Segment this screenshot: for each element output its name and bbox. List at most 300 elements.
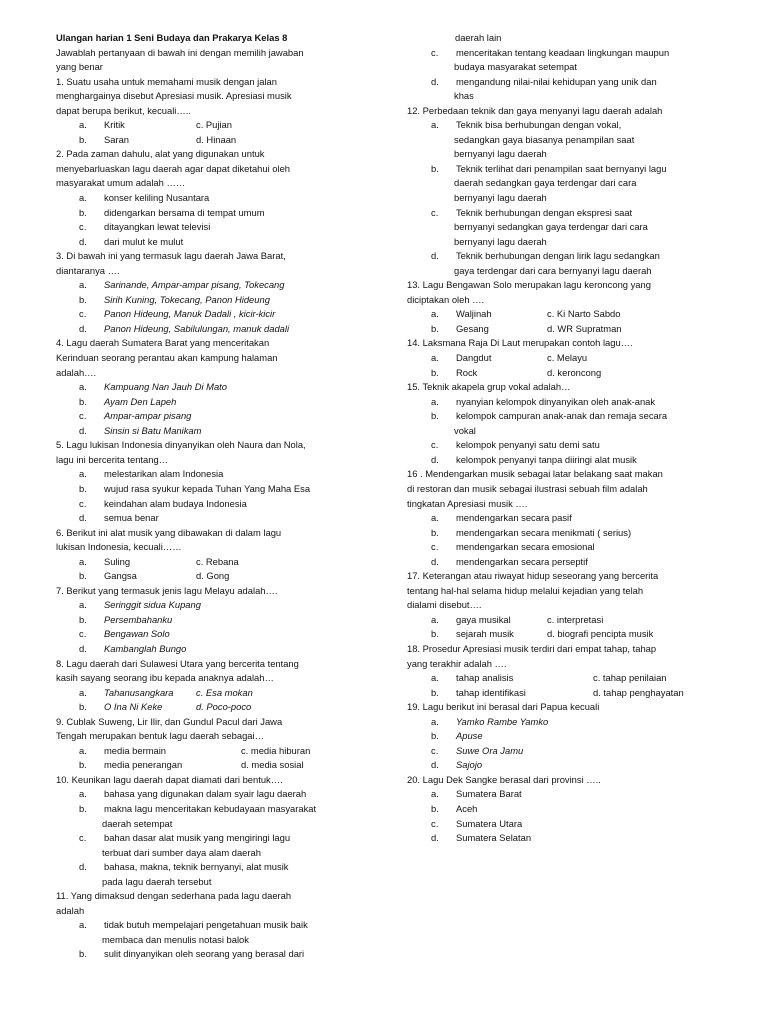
option-text: Sinsin si Batu Manikam (104, 424, 202, 436)
question-line: 4. Lagu daerah Sumatera Barat yang menceritakan (56, 337, 270, 349)
option-label: c. (79, 628, 87, 640)
question-text (56, 715, 356, 730)
option-text: Suwe Ora Jamu (456, 744, 524, 756)
option-text: melestarikan alam Indonesia (104, 468, 224, 480)
option-text: Sumatera Selatan (456, 832, 532, 844)
question-line: 13. Lagu Bengawan Solo merupakan lagu keroncong yang (407, 279, 651, 291)
option-text: Sumatera Utara (456, 817, 523, 829)
question-line: Kerinduan seorang perantau akan kampung halaman (56, 352, 278, 364)
answer-option (407, 162, 707, 177)
option-label: b. (431, 366, 439, 378)
question-line: Tengah merupakan bentuk lagu daerah sebagai… (56, 730, 264, 742)
answer-option (56, 278, 356, 293)
answer-option-pair (407, 613, 707, 628)
question-text (407, 336, 707, 351)
answer-option-pair (56, 744, 356, 759)
option-text: bernyanyi lagu daerah (454, 235, 547, 247)
right-column (407, 31, 707, 846)
option-text: khas (454, 90, 474, 102)
question-text (56, 249, 356, 264)
option-text: mendengarkan secara pasif (456, 512, 572, 524)
question-line: 11. Yang dimaksud dengan sederhana pada lagu daerah (56, 890, 292, 902)
answer-option (56, 918, 356, 933)
option-text: ditayangkan lewat televisi (104, 221, 211, 233)
answer-option-continuation (56, 875, 356, 890)
option-label: a. (79, 381, 87, 393)
question-line: di restoran dan musik sebagai ilustrasi sebuah film adalah (407, 482, 648, 494)
option-text: Rock (456, 366, 478, 378)
option-text: c. media hiburan (241, 744, 311, 756)
answer-option-pair (56, 555, 356, 570)
question-text (407, 278, 707, 293)
question-text (56, 162, 356, 177)
option-text: O Ina Ni Keke (104, 701, 163, 713)
option-text: Waljinah (456, 308, 492, 320)
option-text: Persembahanku (104, 613, 173, 625)
option-label: b. (79, 482, 87, 494)
option-label: c. (431, 541, 439, 553)
question-line: 3. Di bawah ini yang termasuk lagu daerah Jawa Barat, (56, 250, 286, 262)
answer-option (56, 424, 356, 439)
option-text: Aceh (456, 802, 478, 814)
answer-option (407, 817, 707, 832)
question-text (56, 540, 356, 555)
answer-option-pair (407, 686, 707, 701)
option-text: c. tahap penilaian (593, 672, 667, 684)
question-line: 19. Lagu berikut ini berasal dari Papua kecuali (407, 701, 600, 713)
option-text: Seringgit sidua Kupang (104, 599, 201, 611)
question-text (56, 351, 356, 366)
instruction-line: Jawablah pertanyaan di bawah ini dengan memilih jawaban (56, 46, 304, 58)
option-text: d. WR Supratman (547, 322, 622, 334)
question-line: 8. Lagu daerah dari Sulawesi Utara yang bercerita tentang (56, 657, 299, 669)
answer-option-pair (56, 686, 356, 701)
option-label: a. (79, 744, 87, 756)
option-text: gaya terdengar dari cara bernyanyi lagu daerah (454, 264, 652, 276)
option-text: c. interpretasi (547, 613, 604, 625)
answer-option-continuation (56, 846, 356, 861)
question-text (56, 889, 356, 904)
option-label: a. (431, 715, 439, 727)
answer-option (56, 380, 356, 395)
answer-option (56, 613, 356, 628)
answer-option (407, 249, 707, 264)
option-label: a. (431, 613, 439, 625)
option-label: a. (431, 512, 439, 524)
answer-option-pair (407, 627, 707, 642)
question-line: 15. Teknik akapela grup vokal adalah… (407, 381, 571, 393)
answer-option-continuation (407, 424, 707, 439)
answer-option (56, 307, 356, 322)
answer-option (56, 322, 356, 337)
option-text: Panon Hideung, Manuk Dadali , kicir-kicir (104, 308, 276, 320)
question-text (56, 147, 356, 162)
option-text: c. Ki Narto Sabdo (547, 308, 621, 320)
option-label: a. (79, 279, 87, 291)
question-text (407, 700, 707, 715)
answer-option (56, 511, 356, 526)
answer-option (56, 598, 356, 613)
option-label: a. (79, 788, 87, 800)
option-text: dari mulut ke mulut (104, 235, 184, 247)
option-text: d. keroncong (547, 366, 602, 378)
answer-option-pair (56, 118, 356, 133)
answer-option (56, 235, 356, 250)
question-text (407, 642, 707, 657)
question-line: 16 . Mendengarkan musik sebagai latar belakang saat makan (407, 468, 663, 480)
option-text: Bengawan Solo (104, 628, 170, 640)
option-label: a. (431, 788, 439, 800)
answer-option (407, 802, 707, 817)
question-line: 18. Prosedur Apresiasi musik terdiri dari empat tahap, tahap (407, 642, 657, 654)
option-label: b. (431, 628, 439, 640)
question-line: masyarakat umum adalah …… (56, 177, 186, 189)
question-line: diantaranya …. (56, 264, 120, 276)
answer-option (407, 787, 707, 802)
option-text: media bermain (104, 744, 167, 756)
option-label: a. (431, 308, 439, 320)
question-text (56, 89, 356, 104)
answer-option (56, 831, 356, 846)
question-text (407, 657, 707, 672)
option-text: d. Hinaan (196, 133, 237, 145)
option-text: mendengarkan secara menikmati ( serius) (456, 526, 632, 538)
answer-option-continuation (407, 235, 707, 250)
option-text: tahap analisis (456, 672, 514, 684)
answer-option (56, 482, 356, 497)
question-line: 2. Pada zaman dahulu, alat yang digunakan untuk (56, 148, 265, 160)
option-text: Tahanusangkara (104, 686, 174, 698)
option-text: nyanyian kelompok dinyanyikan oleh anak-anak (456, 395, 656, 407)
answer-option-pair (407, 307, 707, 322)
option-text: d. biografi pencipta musik (547, 628, 654, 640)
answer-option-continuation (407, 147, 707, 162)
option-text: pada lagu daerah tersebut (102, 875, 212, 887)
answer-option-continuation (407, 133, 707, 148)
option-text: d. Gong (196, 570, 230, 582)
answer-option (56, 497, 356, 512)
answer-option (56, 467, 356, 482)
option-label: d. (79, 512, 87, 524)
question-line: menyebarluaskan lagu daerah agar dapat diketahui oleh (56, 162, 291, 174)
question-line: diciptakan oleh …. (407, 293, 485, 305)
answer-option-continuation (56, 817, 356, 832)
option-text: budaya masyarakat setempat (454, 61, 577, 73)
answer-option (407, 75, 707, 90)
question-text (56, 671, 356, 686)
option-label: a. (79, 468, 87, 480)
option-label: b. (431, 526, 439, 538)
question-text (56, 366, 356, 381)
answer-option-continuation (407, 89, 707, 104)
question-line: tingkatan Apresiasi musik …. (407, 497, 528, 509)
question-line: 9. Cublak Suweng, Lir Ilir, dan Gundul Pacul dari Jawa (56, 715, 283, 727)
answer-option (407, 744, 707, 759)
option-text: Teknik terlihat dari penampilan saat bernyanyi lagu (456, 162, 667, 174)
answer-option (56, 293, 356, 308)
option-text: bahasa yang digunakan dalam syair lagu daerah (104, 788, 307, 800)
option-label: b. (79, 395, 87, 407)
answer-option-pair (56, 569, 356, 584)
question-text (56, 657, 356, 672)
question-text (407, 482, 707, 497)
option-label: b. (79, 759, 87, 771)
answer-option (56, 206, 356, 221)
option-label: c. (79, 308, 87, 320)
option-text: Teknik berhubungan dengan lirik lagu sedangkan (456, 250, 660, 262)
option-text: Gesang (456, 322, 489, 334)
question-text (56, 526, 356, 541)
option-label: d. (79, 424, 87, 436)
option-text: Saran (104, 133, 130, 145)
answer-option-pair (407, 671, 707, 686)
option-text: tidak butuh mempelajari pengetahuan musik baik (104, 919, 308, 931)
answer-option (56, 802, 356, 817)
option-text: daerah setempat (102, 817, 173, 829)
option-label: d. (79, 322, 87, 334)
question-line: dialami disebut…. (407, 599, 482, 611)
option-text: d. Poco-poco (196, 701, 252, 713)
option-label: a. (431, 352, 439, 364)
answer-option (407, 118, 707, 133)
option-text: sejarah musik (456, 628, 514, 640)
question-text (56, 104, 356, 119)
option-label: a. (79, 686, 87, 698)
option-text: semua benar (104, 512, 159, 524)
question-text (56, 336, 356, 351)
option-label: c. (79, 832, 87, 844)
answer-option (56, 947, 356, 962)
question-line: 17. Keterangan atau riwayat hidup seseorang yang bercerita (407, 570, 659, 582)
answer-option (407, 831, 707, 846)
option-label: a. (431, 395, 439, 407)
answer-option (56, 191, 356, 206)
question-line: 14. Laksmana Raja Di Laut merupakan contoh lagu…. (407, 337, 633, 349)
answer-option-pair (407, 351, 707, 366)
option-text: menceritakan tentang keadaan lingkungan maupun (456, 46, 670, 58)
option-text: sulit dinyanyikan oleh seorang yang berasal dari (104, 948, 305, 960)
option-label: b. (431, 686, 439, 698)
option-label: c. (431, 439, 439, 451)
page-title: Ulangan harian 1 Seni Budaya dan Prakarya Kelas 8 (56, 32, 288, 43)
option-text: Teknik berhubungan dengan ekspresi saat (456, 206, 633, 218)
option-label: b. (431, 730, 439, 742)
question-text (407, 584, 707, 599)
option-text: c. Rebana (196, 555, 239, 567)
question-line: 5. Lagu lukisan Indonesia dinyanyikan oleh Naura dan Nola, (56, 439, 306, 451)
answer-option (407, 206, 707, 221)
answer-option-continuation (407, 60, 707, 75)
answer-option (56, 860, 356, 875)
option-text: bernyanyi lagu daerah (454, 192, 547, 204)
question-line: 20. Lagu Dek Sangke berasal dari provinsi ….. (407, 773, 601, 785)
option-text: tahap identifikasi (456, 686, 526, 698)
option-text: c. Pujian (196, 119, 232, 131)
option-text: Apuse (456, 730, 483, 742)
option-label: a. (79, 192, 87, 204)
option-label: c. (431, 206, 439, 218)
answer-option-continuation (407, 191, 707, 206)
option-label: b. (79, 802, 87, 814)
question-text (56, 773, 356, 788)
option-label: a. (79, 555, 87, 567)
question-line: lukisan Indonesia, kecuali…… (56, 541, 182, 553)
question-text (407, 497, 707, 512)
option-text: bahan dasar alat musik yang mengiringi lagu (104, 832, 291, 844)
option-text: Kambanglah Bungo (104, 642, 187, 654)
answer-option-pair (56, 758, 356, 773)
option-text: d. media sosial (241, 759, 304, 771)
question-line: yang terakhir adalah …. (407, 657, 507, 669)
option-text: didengarkan bersama di tempat umum (104, 206, 265, 218)
option-text: mendengarkan secara perseptif (456, 555, 588, 567)
question-line: 6. Berikut ini alat musik yang dibawakan di dalam lagu (56, 526, 282, 538)
option-text: membaca dan menulis notasi balok (102, 933, 249, 945)
answer-option-continuation (407, 176, 707, 191)
question-line: adalah (56, 904, 85, 916)
option-text: kelompok penyanyi satu demi satu (456, 439, 600, 451)
option-label: b. (79, 133, 87, 145)
option-text: mendengarkan secara emosional (456, 541, 595, 553)
option-label: d. (431, 75, 439, 87)
answer-option (56, 787, 356, 802)
option-text: Ampar-ampar pisang (104, 410, 192, 422)
option-text: Sarinande, Ampar-ampar pisang, Tokecang (104, 279, 285, 291)
option-label: b. (79, 613, 87, 625)
option-text: Sirih Kuning, Tokecang, Panon Hideung (104, 293, 270, 305)
option-text: makna lagu menceritakan kebudayaan masyarakat (104, 802, 317, 814)
answer-option (407, 540, 707, 555)
option-text: Teknik bisa berhubungan dengan vokal, (456, 119, 622, 131)
answer-option (407, 715, 707, 730)
question-text (56, 438, 356, 453)
question-text (56, 176, 356, 191)
question-line: lagu ini bercerita tentang… (56, 453, 169, 465)
option-text: Sumatera Barat (456, 788, 522, 800)
answer-option (407, 395, 707, 410)
answer-option-continuation (56, 933, 356, 948)
question-line: kasih sayang seorang ibu kepada anaknya adalah… (56, 672, 274, 684)
option-label: d. (431, 832, 439, 844)
question-text (407, 598, 707, 613)
option-text: keindahan alam budaya Indonesia (104, 497, 247, 509)
question-text (56, 264, 356, 279)
option-label: c. (431, 817, 439, 829)
question-text (56, 75, 356, 90)
answer-option (407, 555, 707, 570)
option-text: Dangdut (456, 352, 492, 364)
answer-option (407, 526, 707, 541)
option-label: d. (431, 555, 439, 567)
option-label: b. (431, 162, 439, 174)
option-text: bahasa, makna, teknik bernyanyi, alat musik (104, 861, 289, 873)
option-text: Gangsa (104, 570, 137, 582)
option-label: b. (79, 293, 87, 305)
answer-option-pair (407, 366, 707, 381)
option-label: b. (431, 322, 439, 334)
answer-option (56, 642, 356, 657)
question-line: 10. Keunikan lagu daerah dapat diamati dari bentuk…. (56, 773, 283, 785)
question-text (56, 453, 356, 468)
option-label: a. (79, 599, 87, 611)
answer-option (407, 438, 707, 453)
option-text: kelompok campuran anak-anak dan remaja secara (456, 410, 668, 422)
option-text: kelompok penyanyi tanpa diiringi alat musik (456, 453, 637, 465)
answer-option (407, 46, 707, 61)
option-text: Panon Hideung, Sabilulungan, manuk dadali (104, 322, 290, 334)
option-label: a. (431, 119, 439, 131)
question-text (56, 729, 356, 744)
option-text: mengandung nilai-nilai kehidupan yang unik dan (456, 75, 657, 87)
option-label: c. (431, 46, 439, 58)
option-text: Ayam Den Lapeh (104, 395, 177, 407)
option-text: Sajojo (456, 759, 483, 771)
question-line: 12. Perbedaan teknik dan gaya menyanyi lagu daerah adalah (407, 104, 663, 116)
option-label: c. (79, 410, 87, 422)
option-label: a. (79, 119, 87, 131)
option-label: c. (79, 497, 87, 509)
option-label: d. (431, 759, 439, 771)
question-text (407, 467, 707, 482)
option-label: d. (79, 642, 87, 654)
answer-option (56, 395, 356, 410)
answer-option-pair (56, 700, 356, 715)
answer-option (407, 758, 707, 773)
answer-option-continuation (407, 31, 707, 46)
option-label: b. (431, 802, 439, 814)
option-text: gaya musikal (456, 613, 511, 625)
question-line: 7. Berikut yang termasuk jenis lagu Melayu adalah…. (56, 584, 278, 596)
answer-option (56, 220, 356, 235)
option-label: d. (431, 453, 439, 465)
question-line: 1. Suatu usaha untuk memahami musik dengan jalan (56, 75, 277, 87)
option-text: daerah lain (455, 32, 502, 43)
question-line: adalah…. (56, 366, 97, 378)
option-text: bernyanyi sedangkan gaya terdengar dari cara (454, 221, 648, 233)
option-label: d. (79, 861, 87, 873)
question-line: dapat berupa berikut, kecuali….. (56, 104, 191, 116)
answer-option (407, 511, 707, 526)
option-text: c. Esa mokan (196, 686, 253, 698)
question-text (407, 380, 707, 395)
question-text (407, 773, 707, 788)
option-label: b. (79, 701, 87, 713)
question-line: tentang hal-hal selama hidup melalui kejadian yang telah (407, 584, 644, 596)
answer-option-continuation (407, 220, 707, 235)
answer-option (407, 729, 707, 744)
option-label: b. (79, 206, 87, 218)
answer-option-pair (407, 322, 707, 337)
option-text: konser keliling Nusantara (104, 192, 210, 204)
option-label: a. (79, 919, 87, 931)
option-text: sedangkan gaya biasanya penampilan saat (454, 133, 635, 145)
answer-option (56, 409, 356, 424)
option-label: d. (431, 250, 439, 262)
question-text (56, 904, 356, 919)
option-text: bernyanyi lagu daerah (454, 148, 547, 160)
option-label: d. (79, 235, 87, 247)
option-label: c. (79, 221, 87, 233)
option-text: media penerangan (104, 759, 183, 771)
option-text: Kampuang Nan Jauh Di Mato (104, 381, 227, 393)
option-text: wujud rasa syukur kepada Tuhan Yang Maha Esa (104, 482, 311, 494)
answer-option-pair (56, 133, 356, 148)
instruction-line: yang benar (56, 61, 103, 73)
left-column (56, 31, 356, 962)
option-text: Yamko Rambe Yamko (456, 715, 549, 727)
answer-option (407, 453, 707, 468)
option-text: vokal (454, 424, 476, 436)
